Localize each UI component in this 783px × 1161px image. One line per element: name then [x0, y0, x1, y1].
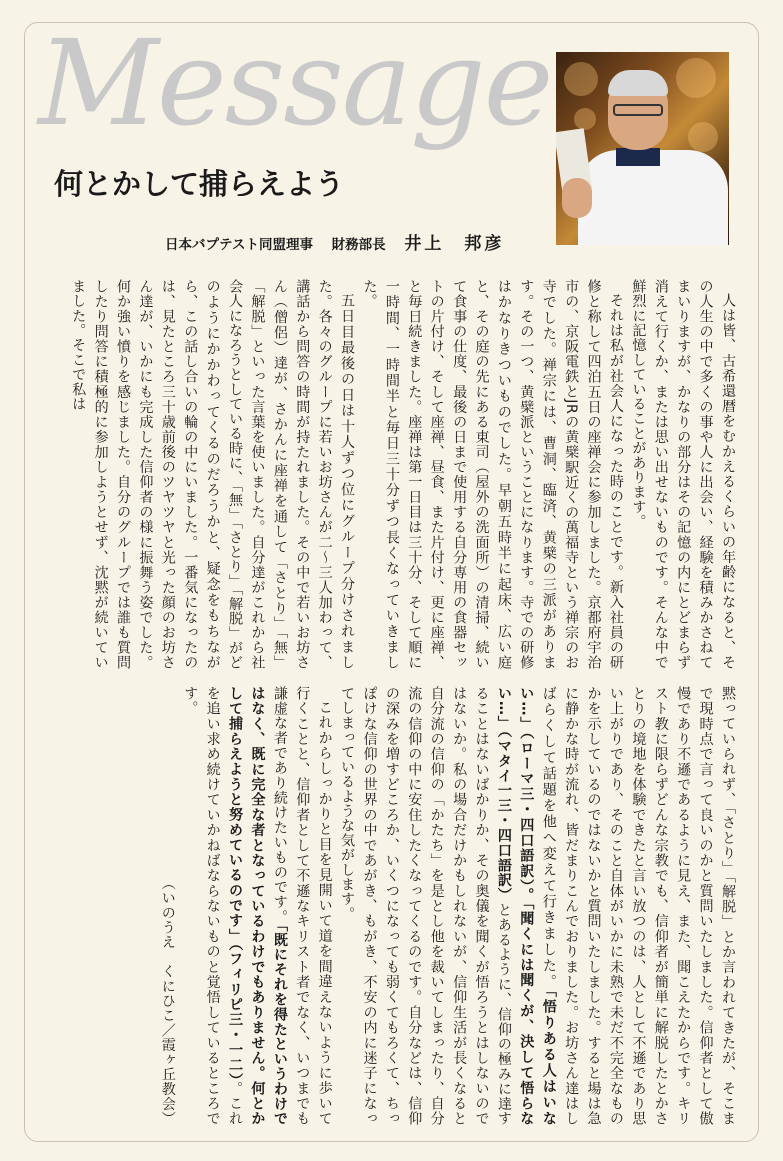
author-photo: [556, 52, 729, 245]
headline: 何とかして捕らえよう: [54, 167, 345, 201]
paragraph-text: とあるように、信仰の極みに達することはないばかりか、その奥儀を聞くが悟ろうとはしないのではないか。私の場合だけかもしれないが、信仰生活が長くなると自分流の信仰の「かたち」を是とし他を裁いてしまったり、自分流の信仰の中に安住したくなってくるのです。自分などは、信仰の深みを増すどころか、いくつになっても弱くてもろくて、ちっぽけな信仰の世界の中であがき、もがき、不安の内に迷子になってしまっているような気がします。: [339, 686, 512, 1126]
paragraph-text: これからしっかりと目を見開いて道を間違えないように歩いて行くことと、信仰者として不遜なキリスト者でなく、いつまでも謙虚な者であり続けたいものです。: [271, 686, 333, 1126]
paragraph: 人は皆、古希還暦をむかえるくらいの年齢になると、その人生の中で多くの事や人に出会い、経験を積みかさねてまいりますが、かなりの部分はその記憶の内にとどまらず消えて行くか、または思い出せないものです。そんな中で鮮烈に記憶していることがあります。: [630, 279, 736, 670]
paragraph-text: 黙っていられず、「さとり」「解脱」とか言われてきたが、そこまで現時点で言って良いのかと質問いたしました。信仰者として傲慢であり不遜であるように見え、また、聞こえたからです。キリスト教に限らずどんな宗教でも、信仰者が簡単に解脱したとかさとりの境地を体験できたと言い放つのは、人として不遜であり思い上がりであり、そのこと自体がいかに未熟で未だ不完全なものかを示しているのではないかと質問いたしました。すると場は急に静かな時が流れ、皆だまりこんでおりました。お坊さん達はしばらくして話題を他へ変えて行きました。: [540, 686, 736, 1126]
author-position: 財務部長: [331, 237, 386, 253]
scripture-quote: 「既にそれを得たというわけではなく、既に完全な者となっているわけでもありません。何とかして捕らえようと努めているのです」（フィリピ三・一二）: [227, 686, 288, 1127]
author-organization: 日本バプテスト同盟理事: [165, 237, 313, 253]
paragraph: 五日目最後の日は十人ずつ位にグループ分けされました。各々のグループに若いお坊さんが二～三人加わって、講話から問答の時間が持たれました。その中で若いお坊さん（僧侶）達が、さかんに座禅を通して「さとり」「無」「解脱」といった言葉を使いました。自分達がこれから社会人になろうとしている時に、「無」「さとり」「解脱」がどのようにかかわってくるのだろうかと、疑念をもちながら、この話し合いの輪の中にいました。一番気になったのは、見たところ三十歳前後のツヤツヤと光った顔のお坊さん達が、いかにも完成した信仰者の様に振舞う姿でした。何か強い憤りを感じました。自分のグループでは誰も質問したり問答に積極的に参加しようとせず、沈黙が続いていました。そこで私は: [70, 279, 356, 670]
scripture-quote: 「悟りある人はいない…」（ローマ三・四口語訳）。「聞くには聞くが、決して悟らない…」（マタイ一三・四口語訳）: [495, 686, 557, 1126]
decorative-title: Message: [38, 14, 552, 152]
paragraph: それは私が社会人になった時のことです。新入社員の研修と称して四泊五日の座禅会に参加しました。京都府宇治市の、京阪電鉄とJRの黄檗駅近くの萬福寺という禅宗のお寺でした。禅宗には、曹洞、臨済、黄檗の三派があります。その一つ、黄檗派ということになります。寺での研修はかなりきついものでした。早朝五時半に起床、広い庭と、その庭の先にある東司（屋外の洗面所）の清掃、続いて食事の仕度、最後の日まで使用する自分専用の食器セットの片付け、そして座禅、昼食、また片付け、更に座禅、と毎日続きました。座禅は第一日目は三十分、そして順に一時間、一時間半と毎日三十分ずつ長くなっていきました。: [361, 279, 624, 670]
author-name: 井上 邦彦: [404, 234, 505, 254]
article-upper-block: [34, 279, 739, 670]
paragraph-text: 。これを追い求め続けていかねばならないものと覚悟しているところです。: [182, 686, 244, 1126]
signature: （いのうえ くにひこ／霞ヶ丘教会）: [159, 876, 176, 1126]
paragraph: [179, 686, 336, 1126]
paragraph: [336, 686, 739, 1126]
byline: [165, 229, 504, 254]
article-lower-block: [34, 686, 739, 1126]
